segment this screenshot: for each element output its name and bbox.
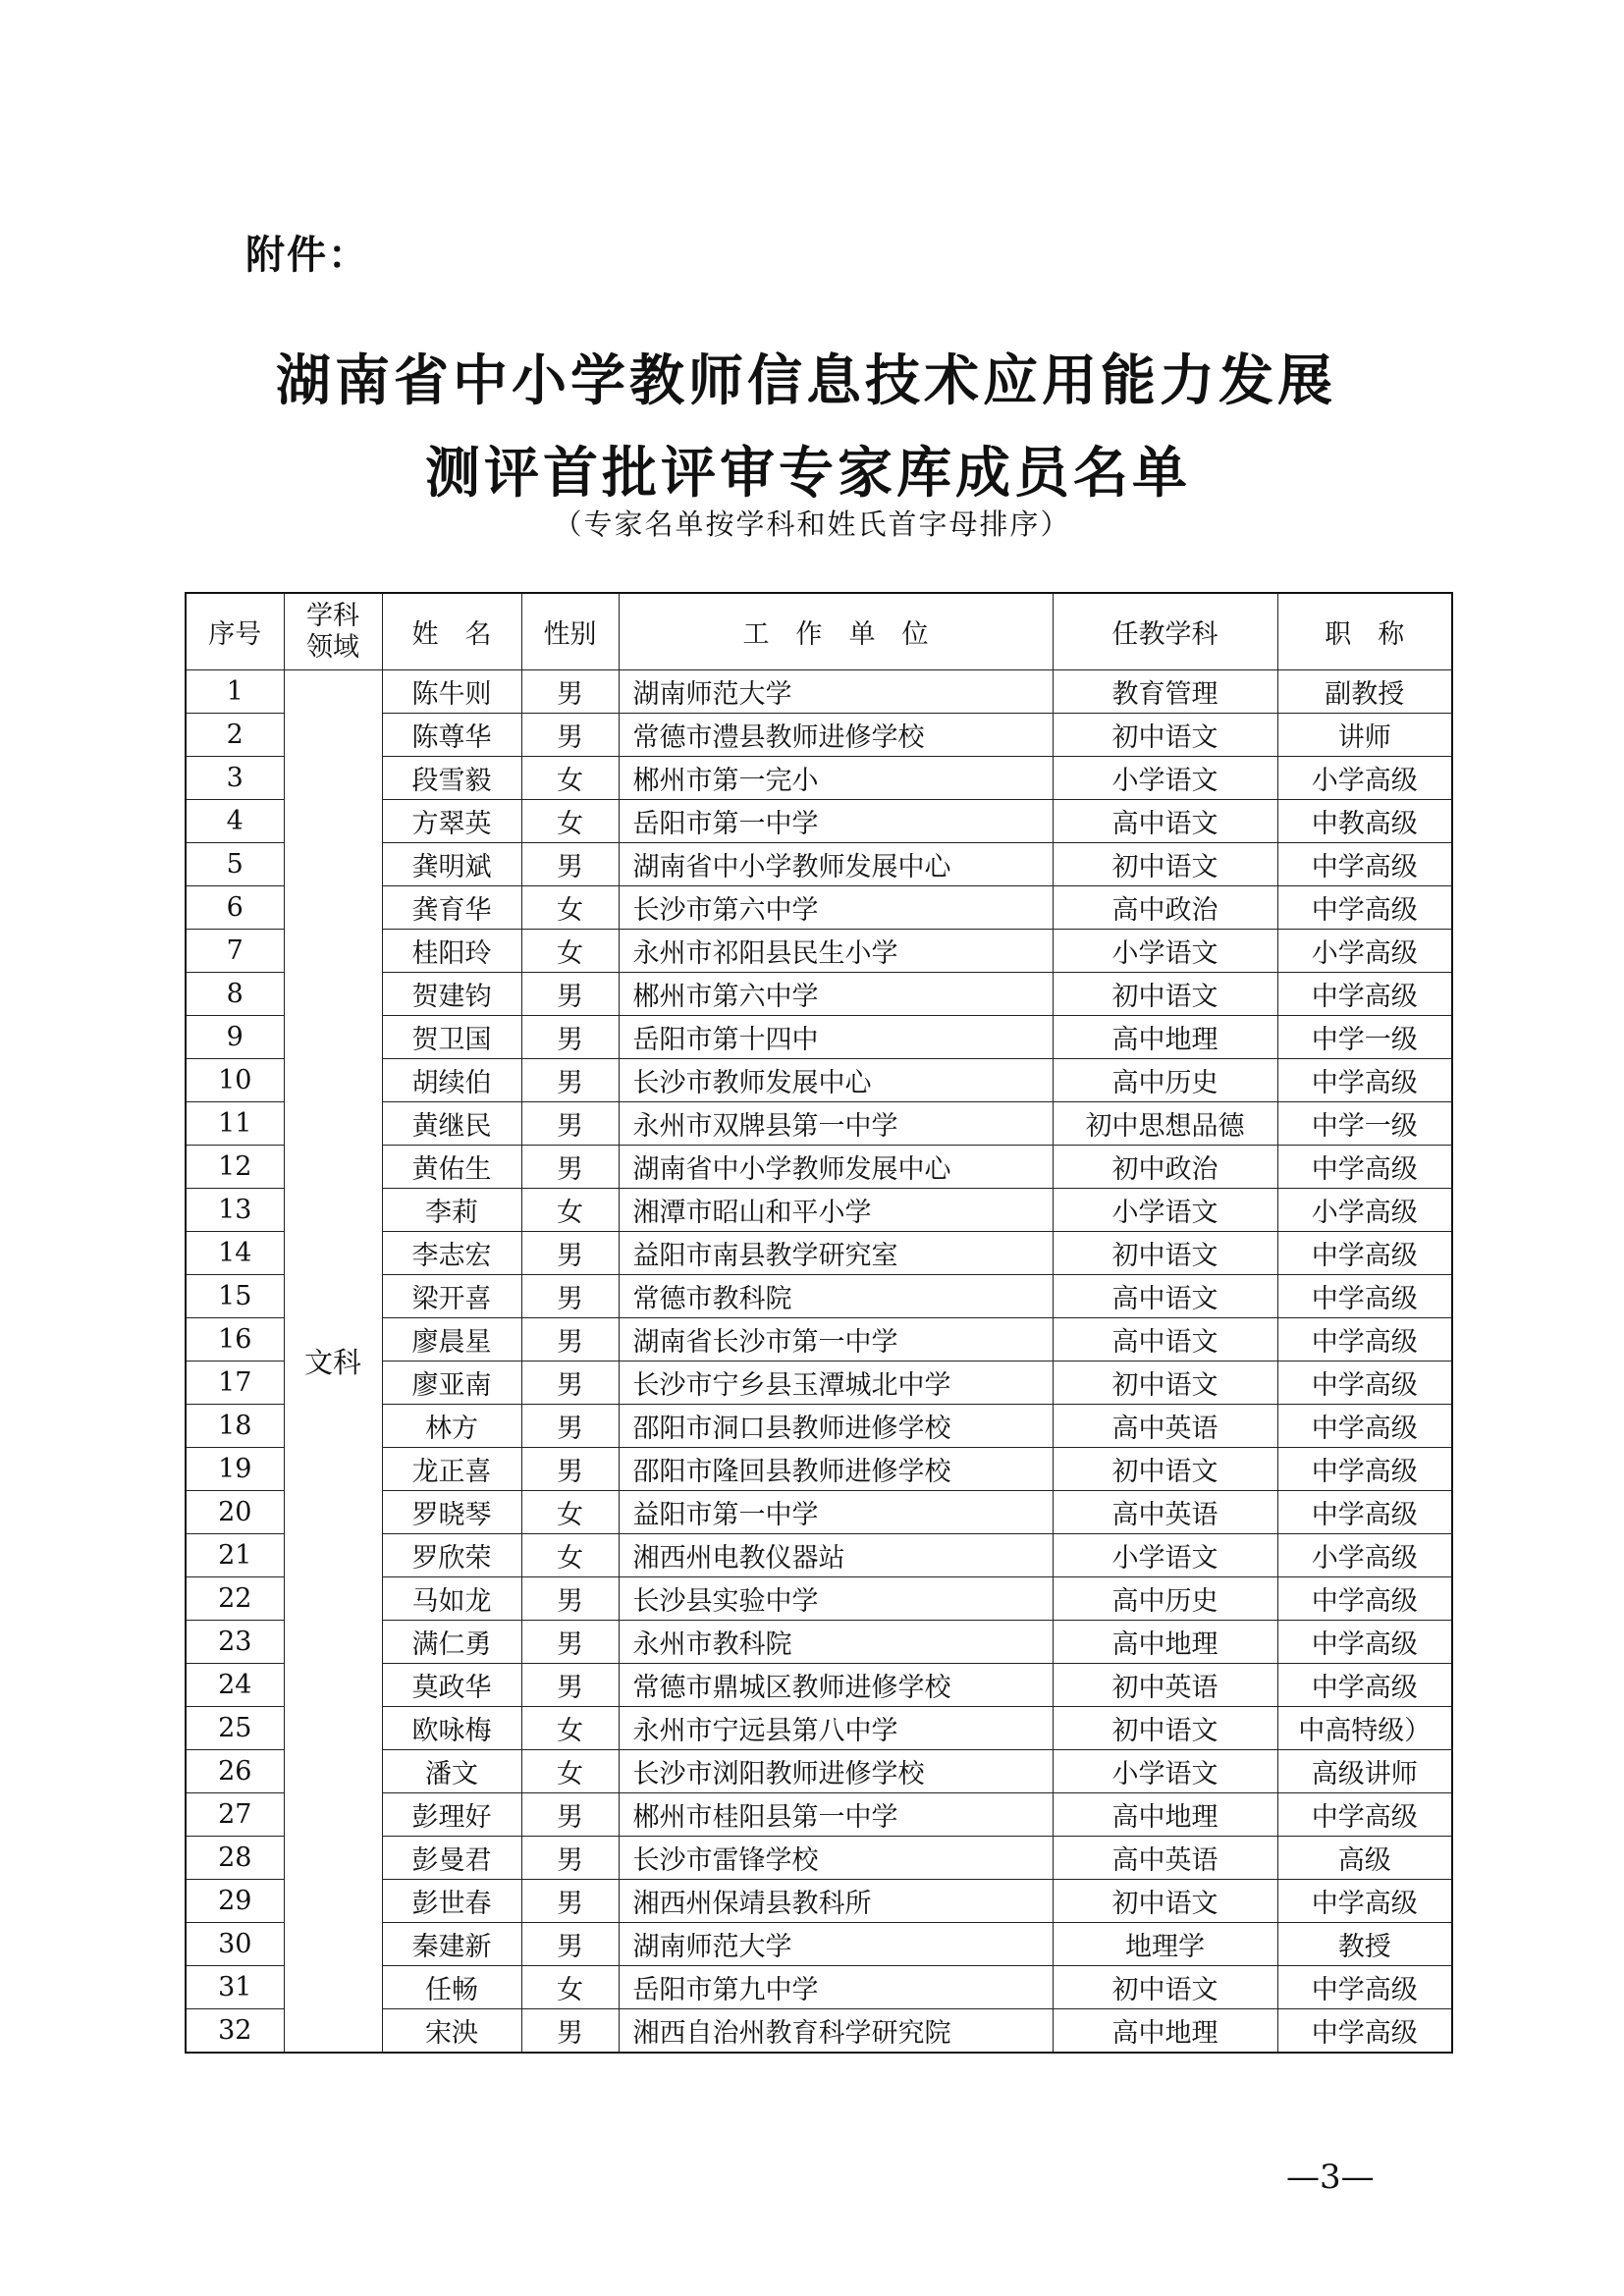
row-subject: 高中历史 xyxy=(1053,1059,1277,1102)
row-gender: 女 xyxy=(521,930,619,973)
row-subject: 初中语文 xyxy=(1053,973,1277,1016)
document-title-line-2: 测评首批评审专家库成员名单 xyxy=(425,442,1191,506)
row-index: 15 xyxy=(186,1275,284,1318)
row-index: 11 xyxy=(186,1102,284,1146)
row-index: 26 xyxy=(186,1750,284,1793)
row-gender: 男 xyxy=(521,973,619,1016)
row-gender: 男 xyxy=(521,1837,619,1880)
row-name: 段雪毅 xyxy=(382,757,521,800)
row-title: 中学高级 xyxy=(1277,1621,1452,1664)
row-title: 讲师 xyxy=(1277,714,1452,757)
row-subject: 初中语文 xyxy=(1053,1232,1277,1275)
row-title: 中学高级 xyxy=(1277,1966,1452,2009)
row-title: 中学高级 xyxy=(1277,2009,1452,2054)
row-unit: 郴州市第六中学 xyxy=(619,973,1053,1016)
row-gender: 男 xyxy=(521,1923,619,1966)
row-title: 中学一级 xyxy=(1277,1016,1452,1059)
row-title: 教授 xyxy=(1277,1923,1452,1966)
row-subject: 地理学 xyxy=(1053,1923,1277,1966)
row-unit: 湖南省中小学教师发展中心 xyxy=(619,1146,1053,1189)
row-name: 彭曼君 xyxy=(382,1837,521,1880)
row-name: 罗欣荣 xyxy=(382,1534,521,1577)
row-unit: 岳阳市第十四中 xyxy=(619,1016,1053,1059)
row-subject: 高中政治 xyxy=(1053,886,1277,930)
row-unit: 湘西州保靖县教科所 xyxy=(619,1880,1053,1923)
row-subject: 初中英语 xyxy=(1053,1664,1277,1707)
row-title: 中学高级 xyxy=(1277,1318,1452,1362)
row-subject: 高中语文 xyxy=(1053,1275,1277,1318)
row-name: 胡续伯 xyxy=(382,1059,521,1102)
row-title: 中教高级 xyxy=(1277,800,1452,843)
row-index: 28 xyxy=(186,1837,284,1880)
row-unit: 益阳市第一中学 xyxy=(619,1491,1053,1534)
row-gender: 男 xyxy=(521,1405,619,1448)
row-gender: 男 xyxy=(521,2009,619,2054)
row-index: 22 xyxy=(186,1577,284,1621)
row-title: 中学高级 xyxy=(1277,1577,1452,1621)
row-index: 16 xyxy=(186,1318,284,1362)
header-name: 姓 名 xyxy=(382,593,521,670)
row-title: 中学高级 xyxy=(1277,973,1452,1016)
row-index: 27 xyxy=(186,1793,284,1837)
row-unit: 郴州市第一完小 xyxy=(619,757,1053,800)
row-unit: 岳阳市第九中学 xyxy=(619,1966,1053,2009)
row-title: 中高特级） xyxy=(1277,1707,1452,1750)
document-subtitle: （专家名单按学科和姓氏首字母排序） xyxy=(553,507,1071,541)
row-name: 欧咏梅 xyxy=(382,1707,521,1750)
row-index: 30 xyxy=(186,1923,284,1966)
row-gender: 女 xyxy=(521,1707,619,1750)
row-index: 7 xyxy=(186,930,284,973)
row-title: 中学高级 xyxy=(1277,1664,1452,1707)
row-unit: 常德市教科院 xyxy=(619,1275,1053,1318)
row-title: 中学高级 xyxy=(1277,1405,1452,1448)
header-index: 序号 xyxy=(186,593,284,670)
row-gender: 男 xyxy=(521,1146,619,1189)
row-subject: 高中英语 xyxy=(1053,1405,1277,1448)
expert-list-table-container xyxy=(185,592,1451,2054)
row-title: 中学高级 xyxy=(1277,1362,1452,1405)
row-gender: 女 xyxy=(521,886,619,930)
row-subject: 小学语文 xyxy=(1053,1534,1277,1577)
row-title: 小学高级 xyxy=(1277,930,1452,973)
row-unit: 长沙市教师发展中心 xyxy=(619,1059,1053,1102)
row-name: 莫政华 xyxy=(382,1664,521,1707)
row-unit: 益阳市南县教学研究室 xyxy=(619,1232,1053,1275)
row-title: 高级讲师 xyxy=(1277,1750,1452,1793)
row-unit: 常德市澧县教师进修学校 xyxy=(619,714,1053,757)
row-name: 彭世春 xyxy=(382,1880,521,1923)
row-unit: 长沙市第六中学 xyxy=(619,886,1053,930)
row-subject: 小学语文 xyxy=(1053,930,1277,973)
row-gender: 女 xyxy=(521,1189,619,1232)
row-name: 马如龙 xyxy=(382,1577,521,1621)
row-subject: 小学语文 xyxy=(1053,1189,1277,1232)
row-index: 9 xyxy=(186,1016,284,1059)
row-index: 17 xyxy=(186,1362,284,1405)
row-title: 中学高级 xyxy=(1277,843,1452,886)
row-unit: 常德市鼎城区教师进修学校 xyxy=(619,1664,1053,1707)
row-gender: 男 xyxy=(521,1059,619,1102)
row-title: 小学高级 xyxy=(1277,1189,1452,1232)
row-index: 29 xyxy=(186,1880,284,1923)
row-name: 贺建钧 xyxy=(382,973,521,1016)
row-gender: 男 xyxy=(521,670,619,714)
row-name: 方翠英 xyxy=(382,800,521,843)
row-subject: 初中思想品德 xyxy=(1053,1102,1277,1146)
row-name: 宋泱 xyxy=(382,2009,521,2054)
row-index: 32 xyxy=(186,2009,284,2054)
row-name: 龙正喜 xyxy=(382,1448,521,1491)
row-gender: 男 xyxy=(521,1880,619,1923)
row-unit: 湖南省长沙市第一中学 xyxy=(619,1318,1053,1362)
row-title: 中学高级 xyxy=(1277,1793,1452,1837)
row-subject: 高中英语 xyxy=(1053,1491,1277,1534)
row-unit: 湘潭市昭山和平小学 xyxy=(619,1189,1053,1232)
row-unit: 湖南师范大学 xyxy=(619,1923,1053,1966)
row-unit: 长沙县实验中学 xyxy=(619,1577,1053,1621)
row-index: 8 xyxy=(186,973,284,1016)
row-gender: 男 xyxy=(521,1448,619,1491)
row-index: 20 xyxy=(186,1491,284,1534)
row-gender: 男 xyxy=(521,1016,619,1059)
row-gender: 男 xyxy=(521,1621,619,1664)
row-name: 李莉 xyxy=(382,1189,521,1232)
row-unit: 永州市双牌县第一中学 xyxy=(619,1102,1053,1146)
row-gender: 男 xyxy=(521,1275,619,1318)
row-index: 19 xyxy=(186,1448,284,1491)
row-unit: 湖南省中小学教师发展中心 xyxy=(619,843,1053,886)
row-name: 梁开喜 xyxy=(382,1275,521,1318)
row-unit: 永州市宁远县第八中学 xyxy=(619,1707,1053,1750)
header-area-top: 学科 xyxy=(306,600,359,631)
row-unit: 永州市祁阳县民生小学 xyxy=(619,930,1053,973)
row-subject: 高中语文 xyxy=(1053,800,1277,843)
row-unit: 湖南师范大学 xyxy=(619,670,1053,714)
row-title: 中学高级 xyxy=(1277,1059,1452,1102)
row-subject: 高中地理 xyxy=(1053,1016,1277,1059)
row-gender: 男 xyxy=(521,1232,619,1275)
row-subject: 小学语文 xyxy=(1053,757,1277,800)
row-subject: 初中语文 xyxy=(1053,1880,1277,1923)
row-gender: 男 xyxy=(521,1793,619,1837)
row-index: 1 xyxy=(186,670,284,714)
row-title: 中学高级 xyxy=(1277,886,1452,930)
row-title: 小学高级 xyxy=(1277,757,1452,800)
header-unit: 工 作 单 位 xyxy=(619,593,1053,670)
row-index: 4 xyxy=(186,800,284,843)
header-gender: 性别 xyxy=(521,593,619,670)
row-name: 李志宏 xyxy=(382,1232,521,1275)
row-name: 陈尊华 xyxy=(382,714,521,757)
row-index: 2 xyxy=(186,714,284,757)
row-name: 龚育华 xyxy=(382,886,521,930)
row-name: 彭理好 xyxy=(382,1793,521,1837)
row-unit: 邵阳市隆回县教师进修学校 xyxy=(619,1448,1053,1491)
table-row xyxy=(186,670,1452,714)
row-title: 中学高级 xyxy=(1277,1448,1452,1491)
table-body xyxy=(186,670,1452,2054)
row-gender: 男 xyxy=(521,1102,619,1146)
row-unit: 岳阳市第一中学 xyxy=(619,800,1053,843)
row-index: 10 xyxy=(186,1059,284,1102)
row-name: 罗晓琴 xyxy=(382,1491,521,1534)
row-unit: 湘西州电教仪器站 xyxy=(619,1534,1053,1577)
row-gender: 男 xyxy=(521,843,619,886)
row-index: 6 xyxy=(186,886,284,930)
row-index: 21 xyxy=(186,1534,284,1577)
header-subject: 任教学科 xyxy=(1053,593,1277,670)
row-unit: 长沙市宁乡县玉潭城北中学 xyxy=(619,1362,1053,1405)
row-gender: 女 xyxy=(521,800,619,843)
row-gender: 男 xyxy=(521,714,619,757)
row-title: 小学高级 xyxy=(1277,1534,1452,1577)
row-name: 潘文 xyxy=(382,1750,521,1793)
row-gender: 男 xyxy=(521,1362,619,1405)
row-gender: 男 xyxy=(521,1318,619,1362)
row-index: 12 xyxy=(186,1146,284,1189)
row-unit: 永州市教科院 xyxy=(619,1621,1053,1664)
row-gender: 男 xyxy=(521,1577,619,1621)
row-subject: 初中语文 xyxy=(1053,1966,1277,2009)
row-name: 陈牛则 xyxy=(382,670,521,714)
row-subject: 初中语文 xyxy=(1053,1707,1277,1750)
row-name: 秦建新 xyxy=(382,1923,521,1966)
row-title: 中学高级 xyxy=(1277,1232,1452,1275)
row-subject: 小学语文 xyxy=(1053,1750,1277,1793)
row-unit: 湘西自治州教育科学研究院 xyxy=(619,2009,1053,2054)
attachment-label: 附件： xyxy=(245,233,369,278)
row-subject: 初中政治 xyxy=(1053,1146,1277,1189)
row-unit: 长沙市浏阳教师进修学校 xyxy=(619,1750,1053,1793)
row-gender: 女 xyxy=(521,1750,619,1793)
row-index: 25 xyxy=(186,1707,284,1750)
row-subject: 初中语文 xyxy=(1053,1362,1277,1405)
row-title: 中学高级 xyxy=(1277,1275,1452,1318)
expert-list-table xyxy=(185,592,1453,2054)
header-title: 职 称 xyxy=(1277,593,1452,670)
row-subject: 初中语文 xyxy=(1053,714,1277,757)
row-subject: 高中历史 xyxy=(1053,1577,1277,1621)
row-index: 13 xyxy=(186,1189,284,1232)
page-number: —3— xyxy=(1286,2158,1375,2197)
subject-area-cell: 文科 xyxy=(284,670,382,2054)
row-title: 副教授 xyxy=(1277,670,1452,714)
row-name: 黄佑生 xyxy=(382,1146,521,1189)
row-index: 14 xyxy=(186,1232,284,1275)
row-subject: 高中地理 xyxy=(1053,1621,1277,1664)
row-subject: 教育管理 xyxy=(1053,670,1277,714)
row-title: 中学一级 xyxy=(1277,1102,1452,1146)
row-title: 高级 xyxy=(1277,1837,1452,1880)
row-name: 龚明斌 xyxy=(382,843,521,886)
row-name: 廖亚南 xyxy=(382,1362,521,1405)
row-name: 黄继民 xyxy=(382,1102,521,1146)
row-unit: 长沙市雷锋学校 xyxy=(619,1837,1053,1880)
row-subject: 高中语文 xyxy=(1053,1318,1277,1362)
header-area xyxy=(284,593,382,670)
row-title: 中学高级 xyxy=(1277,1880,1452,1923)
row-name: 贺卫国 xyxy=(382,1016,521,1059)
row-name: 廖晨星 xyxy=(382,1318,521,1362)
header-area-bottom: 领域 xyxy=(306,631,359,663)
row-index: 24 xyxy=(186,1664,284,1707)
row-title: 中学高级 xyxy=(1277,1491,1452,1534)
table-header-row xyxy=(186,593,1452,670)
row-subject: 高中地理 xyxy=(1053,1793,1277,1837)
row-name: 任畅 xyxy=(382,1966,521,2009)
row-gender: 女 xyxy=(521,1534,619,1577)
row-index: 31 xyxy=(186,1966,284,2009)
row-gender: 女 xyxy=(521,1966,619,2009)
row-name: 林方 xyxy=(382,1405,521,1448)
row-index: 3 xyxy=(186,757,284,800)
row-name: 桂阳玲 xyxy=(382,930,521,973)
row-subject: 高中英语 xyxy=(1053,1837,1277,1880)
row-index: 18 xyxy=(186,1405,284,1448)
row-gender: 男 xyxy=(521,1664,619,1707)
row-unit: 邵阳市洞口县教师进修学校 xyxy=(619,1405,1053,1448)
row-title: 中学高级 xyxy=(1277,1146,1452,1189)
row-unit: 郴州市桂阳县第一中学 xyxy=(619,1793,1053,1837)
document-title-line-1: 湖南省中小学教师信息技术应用能力发展 xyxy=(276,349,1336,413)
row-index: 5 xyxy=(186,843,284,886)
row-name: 满仁勇 xyxy=(382,1621,521,1664)
row-index: 23 xyxy=(186,1621,284,1664)
row-subject: 高中地理 xyxy=(1053,2009,1277,2054)
row-subject: 初中语文 xyxy=(1053,1448,1277,1491)
row-gender: 女 xyxy=(521,1491,619,1534)
row-gender: 女 xyxy=(521,757,619,800)
row-subject: 初中语文 xyxy=(1053,843,1277,886)
